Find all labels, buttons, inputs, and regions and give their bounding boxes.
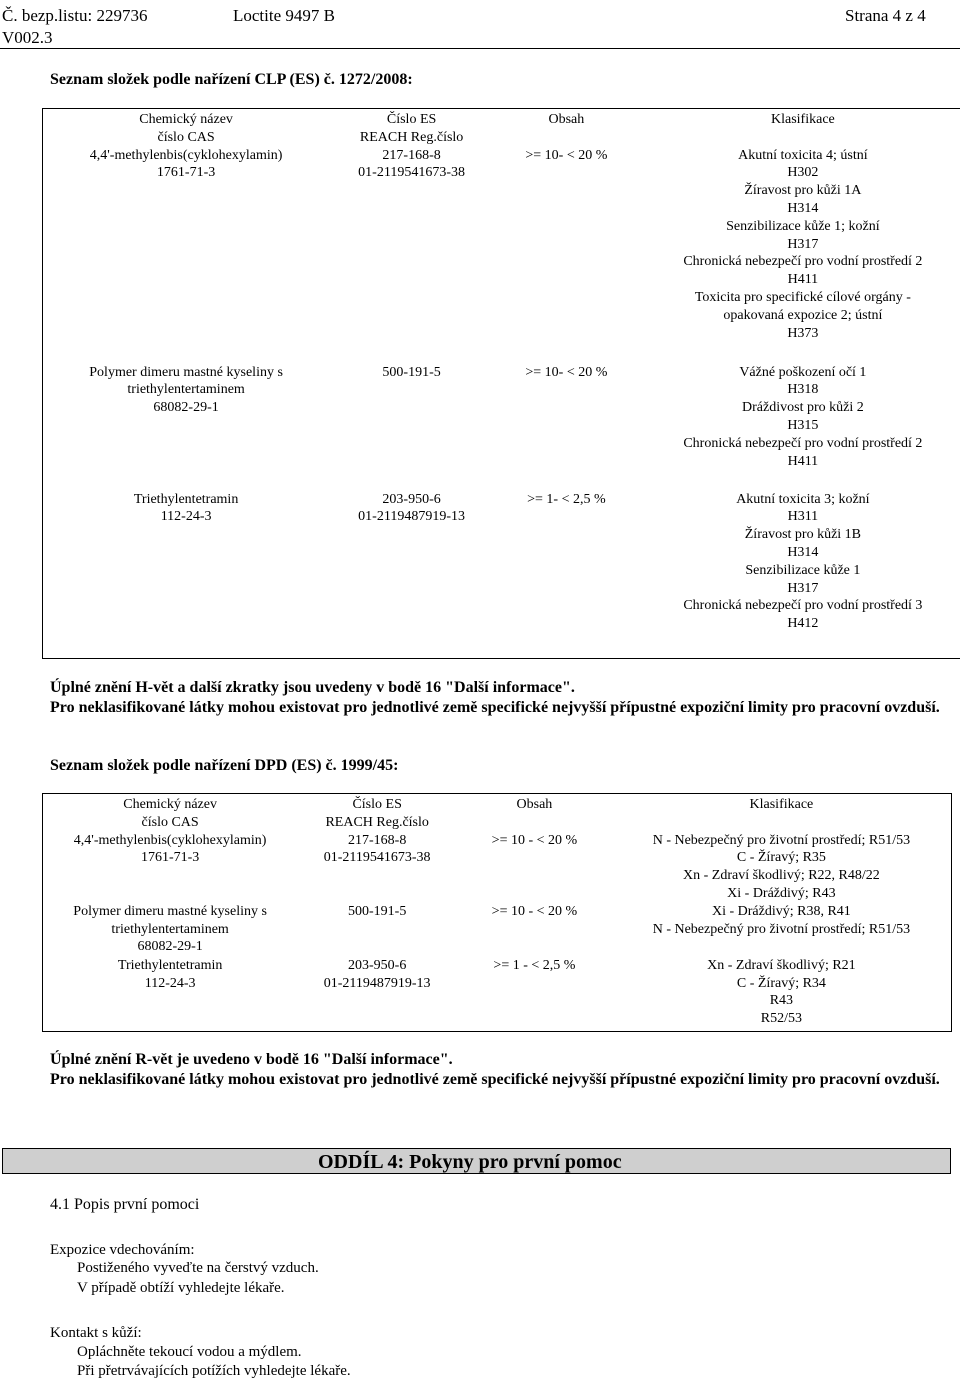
first-aid-subtitle: 4.1 Popis první pomoci [50, 1196, 200, 1213]
inhalation-line: Postiženého vyveďte na čerstvý vzduch. [77, 1260, 319, 1276]
header-rule [0, 48, 960, 49]
dpd-header-content: Obsah [516, 797, 553, 812]
ingredient-name: Polymer dimeru mastné kyseliny s triethylentertaminem 68082-29-1 [73, 903, 267, 955]
ingredient-content: >= 10- < 20 % [525, 364, 608, 380]
ingredient-name: 4,4'-methylenbis(cyklohexylamin) 1761-71-3 [73, 832, 267, 866]
dpd-note-exposure-limits: Pro neklasifikované látky mohou existovat pro jednotlivé země specifické nejvyšší přípustné expoziční limity pro pracovní ovzduší. [50, 1071, 940, 1088]
dpd-table [42, 793, 952, 1032]
ingredient-classification: Xi - Dráždivý; R38, R41 N - Nebezpečný pro životní prostředí; R51/53 [652, 903, 911, 937]
table-row [43, 957, 952, 1032]
ingredient-name: Polymer dimeru mastné kyseliny s triethylentertaminem 68082-29-1 [89, 364, 283, 416]
clp-table [42, 108, 960, 659]
ingredient-es: 217-168-8 01-2119541673-38 [358, 147, 465, 181]
sheet-number: Č. bezp.listu: 229736 [2, 6, 148, 25]
dpd-header-es: Číslo ES REACH Reg.číslo [325, 797, 429, 830]
ingredient-es: 203-950-6 01-2119487919-13 [358, 491, 465, 525]
skin-contact-label: Kontakt s kůží: [50, 1325, 142, 1341]
ingredient-classification: Xn - Zdraví škodlivý; R21 C - Žíravý; R34 R43 R52/53 [707, 957, 856, 1027]
dpd-header-classification: Klasifikace [749, 797, 814, 812]
clp-note-h-phrases: Úplné znění H-vět a další zkratky jsou uvedeny v bodě 16 "Další informace". [50, 679, 575, 696]
ingredient-name: Triethylentetramin 112-24-3 [117, 957, 223, 991]
ingredient-es: 203-950-6 01-2119487919-13 [323, 957, 431, 991]
clp-title: Seznam složek podle nařízení CLP (ES) č. 1272/2008: [50, 71, 413, 88]
clp-header-name: Chemický název číslo CAS [139, 112, 233, 145]
clp-table-header [43, 109, 960, 147]
ingredient-es: 500-191-5 [348, 903, 407, 919]
ingredient-es: 500-191-5 [382, 364, 441, 380]
table-row [43, 364, 960, 491]
clp-header-es: Číslo ES REACH Reg.číslo [359, 112, 464, 145]
page-number: Strana 4 z 4 [845, 6, 926, 25]
product-name: Loctite 9497 B [233, 6, 335, 25]
ingredient-classification: Akutní toxicita 4; ústní H302 Žíravost pro kůži 1A H314 Senzibilizace kůže 1; kožní H317 Chronická nebezpečí pro vodní prostředí 2 H411 Toxicita pro specifické cílové orgány - opakovaná expozice 2; ústní H373 [683, 147, 923, 341]
version: V002.3 [2, 28, 53, 47]
ingredient-content: >= 1 - < 2,5 % [493, 957, 576, 973]
table-row [43, 903, 952, 957]
section-4-title: ODDÍL 4: Pokyny pro první pomoc [318, 1151, 622, 1173]
table-row [43, 491, 960, 659]
dpd-note-r-phrases: Úplné znění R-vět je uvedeno v bodě 16 "Další informace". [50, 1051, 453, 1068]
ingredient-classification: Akutní toxicita 3; kožní H311 Žíravost pro kůži 1B H314 Senzibilizace kůže 1 H317 Chronická nebezpečí pro vodní prostředí 3 H412 [683, 491, 923, 632]
ingredient-name: Triethylentetramin 112-24-3 [133, 491, 239, 525]
table-row [43, 147, 960, 364]
inhalation-line: V případě obtíží vyhledejte lékaře. [77, 1280, 285, 1296]
inhalation-label: Expozice vdechováním: [50, 1242, 195, 1258]
clp-note-exposure-limits: Pro neklasifikované látky mohou existovat pro jednotlivé země specifické nejvyšší přípustné expoziční limity pro pracovní ovzduší. [50, 699, 940, 716]
ingredient-es: 217-168-8 01-2119541673-38 [323, 832, 431, 866]
ingredient-name: 4,4'-methylenbis(cyklohexylamin) 1761-71-3 [89, 147, 283, 181]
table-row [43, 832, 952, 903]
ingredient-content: >= 10- < 20 % [525, 147, 608, 163]
clp-header-classification: Klasifikace [771, 112, 835, 127]
ingredient-classification: Vážné poškození očí 1 H318 Dráždivost pro kůži 2 H315 Chronická nebezpečí pro vodní prostředí 2 H411 [683, 364, 923, 469]
ingredient-content: >= 1- < 2,5 % [527, 491, 606, 507]
clp-header-content: Obsah [548, 112, 585, 127]
ingredient-content: >= 10 - < 20 % [491, 832, 578, 848]
ingredient-content: >= 10 - < 20 % [491, 903, 578, 919]
dpd-header-name: Chemický název číslo CAS [123, 797, 217, 830]
skin-contact-line: Při přetrvávajících potížích vyhledejte lékaře. [77, 1363, 351, 1379]
ingredient-classification: N - Nebezpečný pro životní prostředí; R51/53 C - Žíravý; R35 Xn - Zdraví škodlivý; R22, R48/22 Xi - Dráždivý; R43 [652, 832, 911, 901]
skin-contact-line: Opláchněte tekoucí vodou a mýdlem. [77, 1344, 302, 1360]
dpd-table-header [43, 794, 952, 832]
dpd-title: Seznam složek podle nařízení DPD (ES) č. 1999/45: [50, 757, 399, 774]
